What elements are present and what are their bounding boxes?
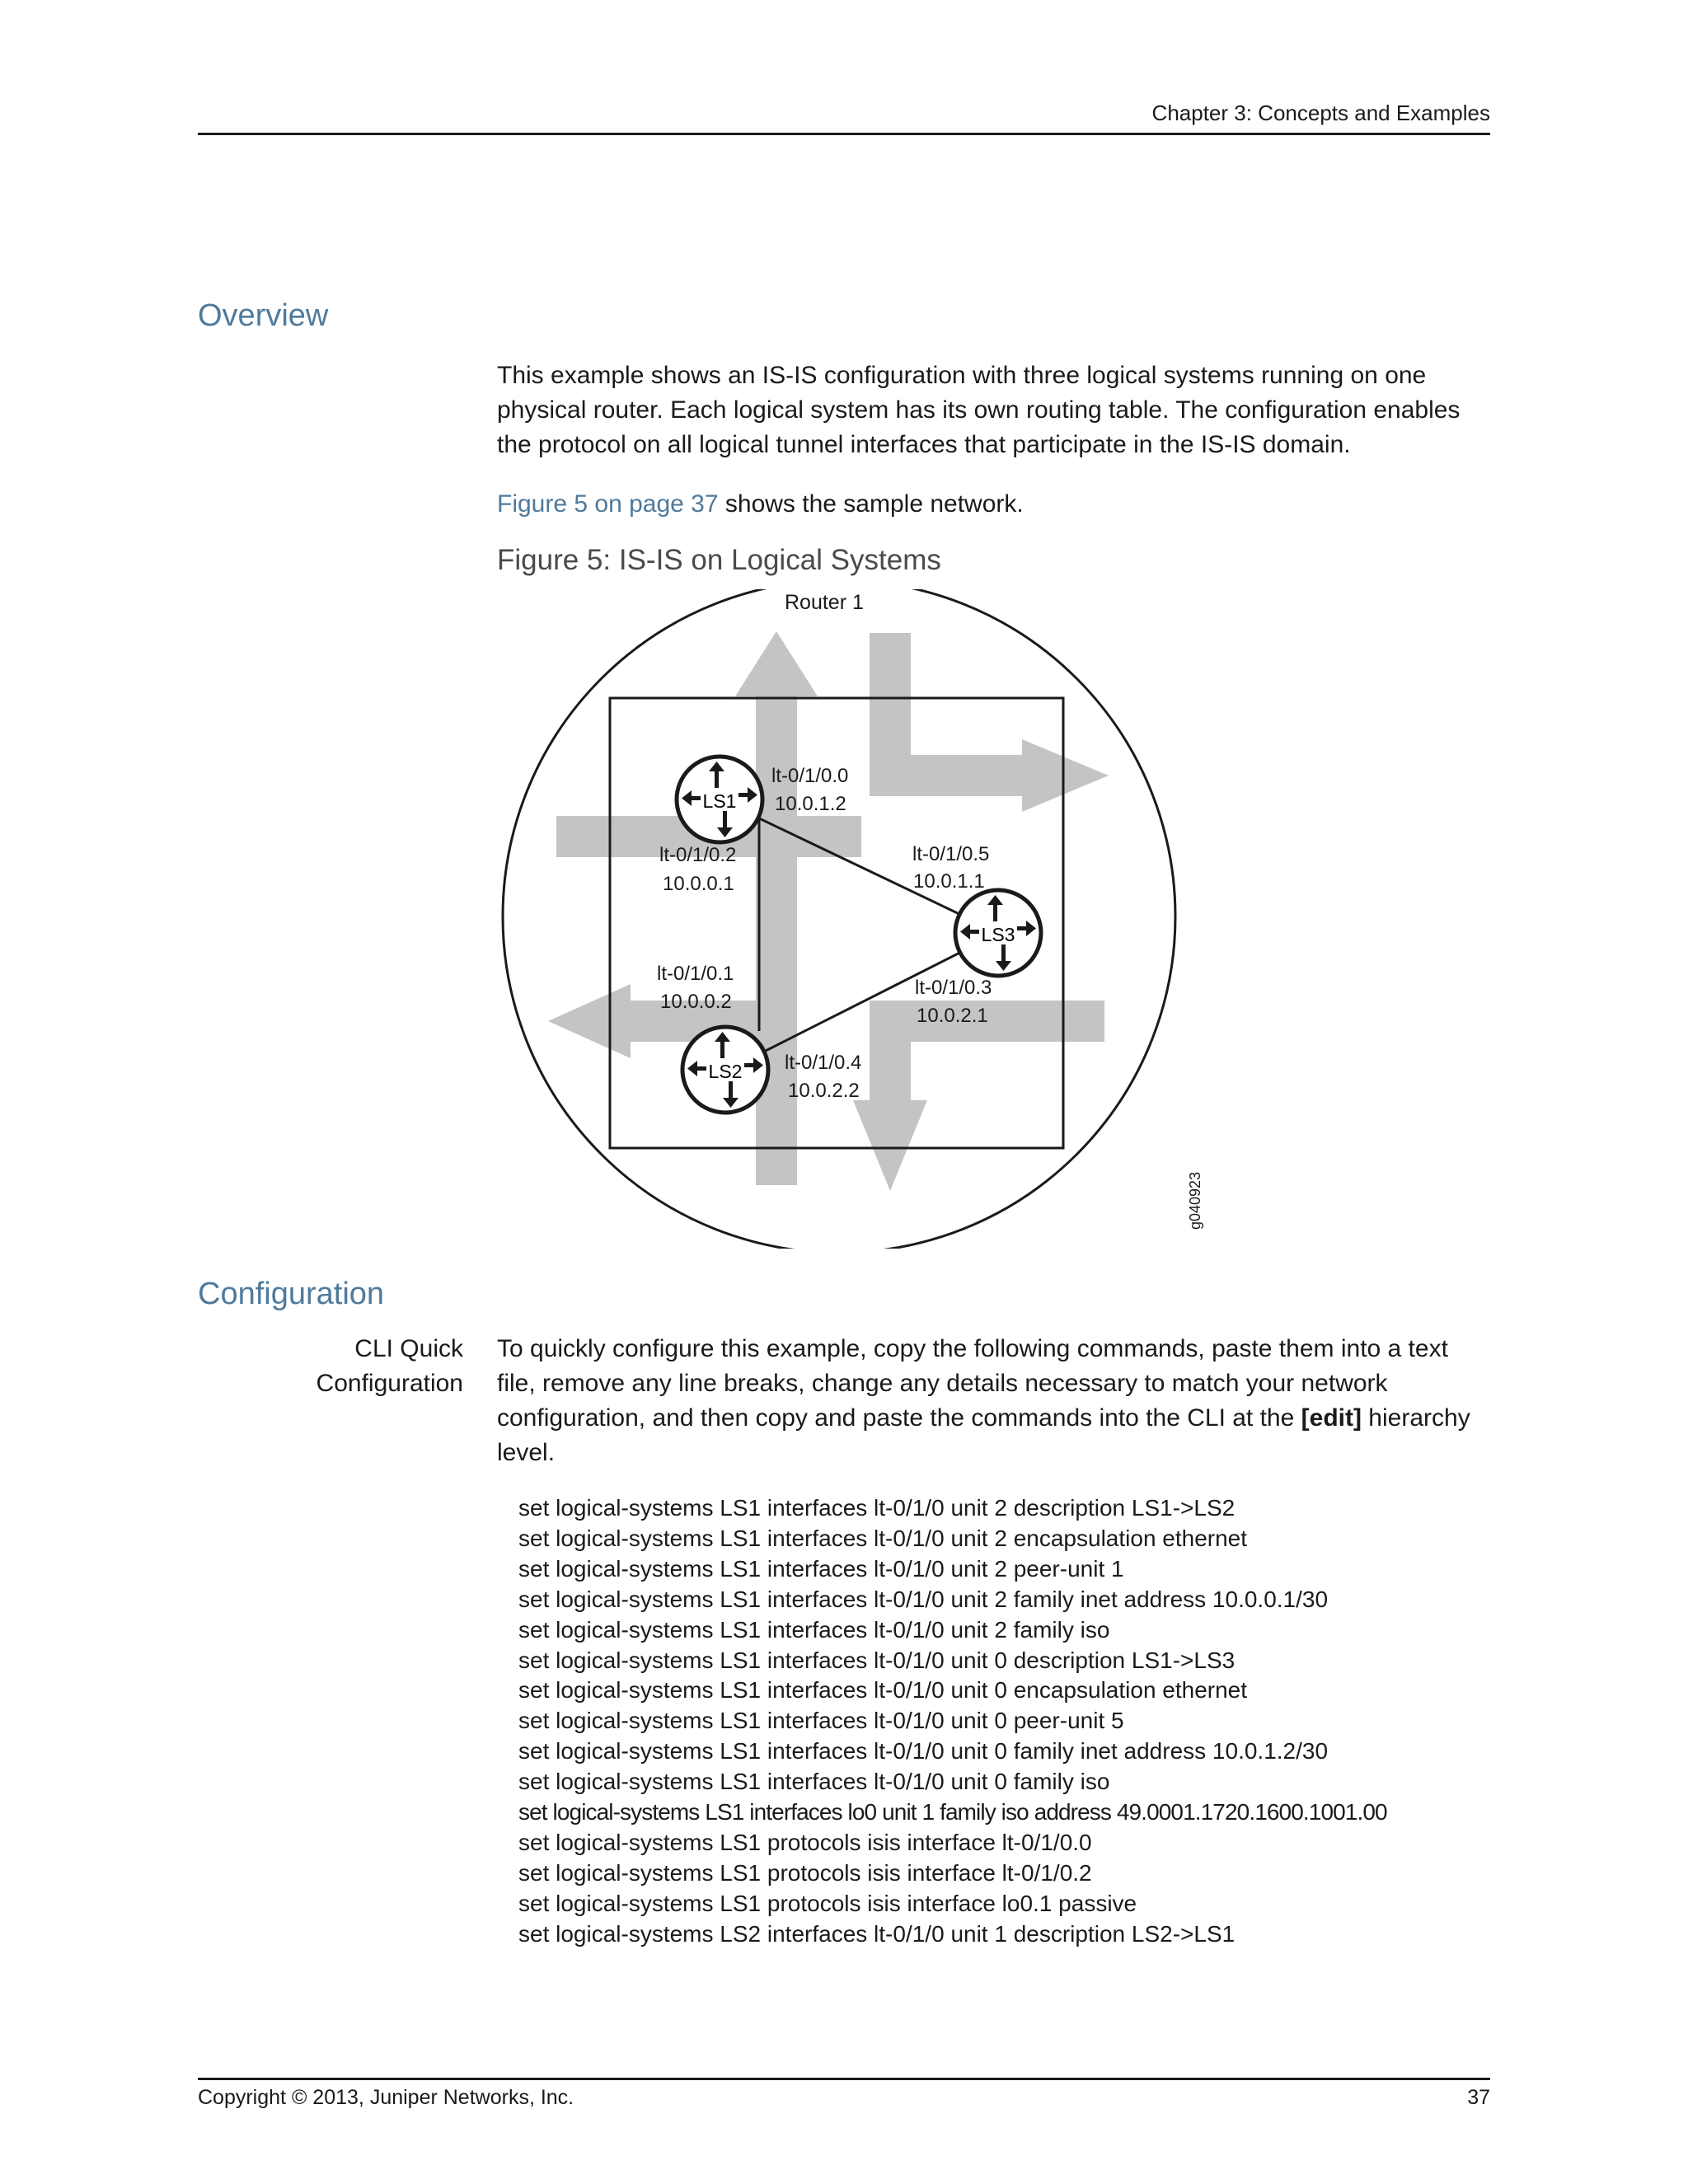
edit-keyword: [edit] xyxy=(1301,1404,1362,1432)
figure-title: Figure 5: IS-IS on Logical Systems xyxy=(497,544,941,576)
cli-command-line: set logical-systems LS1 interfaces lt-0/1/0 unit 2 family inet address 10.0.0.1/30 xyxy=(518,1586,1329,1612)
ls3-ls2-interface-name: lt-0/1/0.3 xyxy=(915,977,992,999)
cli-command-line: set logical-systems LS1 interfaces lt-0/1/0 unit 2 family iso xyxy=(518,1616,1110,1643)
cli-command-line: set logical-systems LS1 interfaces lo0 unit 1 family iso address 49.0001.1720.1600.1001.00 xyxy=(518,1799,1387,1825)
figure-reference-text: shows the sample network. xyxy=(718,490,1024,518)
ls1-ls3-interface-address: 10.0.1.2 xyxy=(775,793,846,815)
router-1-label: Router 1 xyxy=(785,591,864,614)
ls3-ls2-interface-address: 10.0.2.1 xyxy=(917,1005,988,1027)
cli-intro-text-end: hierarchy level. xyxy=(497,1404,1470,1466)
sidebar-label-line1: CLI Quick xyxy=(354,1335,463,1362)
arrow-up-head xyxy=(735,631,818,696)
isis-logical-systems-diagram xyxy=(486,589,1228,1249)
cli-command-line: set logical-systems LS1 interfaces lt-0/1/0 unit 2 peer-unit 1 xyxy=(518,1555,1124,1582)
overview-heading: Overview xyxy=(198,298,329,333)
arrow-right-head xyxy=(1022,739,1109,812)
ls2-ls1-interface-name: lt-0/1/0.1 xyxy=(657,963,734,985)
cli-intro-paragraph xyxy=(497,1332,1490,1470)
cli-command-line: set logical-systems LS1 interfaces lt-0/1/0 unit 2 encapsulation ethernet xyxy=(518,1525,1248,1551)
arrow-right-horizontal xyxy=(870,755,1022,796)
arrow-up-shaft xyxy=(756,672,797,1185)
ls3-ls1-interface-address: 10.0.1.1 xyxy=(913,870,985,893)
cli-command-line: set logical-systems LS1 protocols isis interface lo0.1 passive xyxy=(518,1890,1137,1916)
ls1-label: LS1 xyxy=(702,790,737,812)
cli-command-line: set logical-systems LS1 interfaces lt-0/1/0 unit 0 peer-unit 5 xyxy=(518,1708,1124,1734)
ls2-ls3-interface-address: 10.0.2.2 xyxy=(788,1080,860,1102)
router-ls3-icon xyxy=(955,890,1041,976)
cli-command-line: set logical-systems LS1 interfaces lt-0/1/0 unit 0 description LS1->LS3 xyxy=(518,1647,1236,1673)
router-ls1-icon xyxy=(677,757,762,842)
cli-command-line: set logical-systems LS1 protocols isis interface lt-0/1/0.2 xyxy=(518,1859,1092,1886)
cli-command-block[interactable] xyxy=(518,1493,1491,1950)
configuration-heading: Configuration xyxy=(198,1277,385,1311)
ls3-ls1-interface-name: lt-0/1/0.5 xyxy=(912,843,990,865)
ls3-label: LS3 xyxy=(981,924,1015,945)
footer-rule xyxy=(198,2078,1490,2080)
ls2-ls1-interface-address: 10.0.0.2 xyxy=(660,991,732,1013)
sidebar-label-line2: Configuration xyxy=(316,1370,463,1397)
page-number: 37 xyxy=(1467,2086,1490,2109)
cli-command-line: set logical-systems LS1 interfaces lt-0/1/0 unit 2 description LS1->LS2 xyxy=(518,1495,1236,1521)
router-boundary xyxy=(503,589,1175,1249)
ls1-ls3-interface-name: lt-0/1/0.0 xyxy=(771,765,849,787)
copyright: Copyright © 2013, Juniper Networks, Inc. xyxy=(198,2086,574,2109)
cli-intro-text: To quickly configure this example, copy the following commands, paste them into a text file, remove any line breaks, change any details necessary to match your network configuration, and then copy and paste the commands into the CLI at the xyxy=(497,1335,1448,1432)
ls1-ls2-interface-address: 10.0.0.1 xyxy=(663,873,734,895)
overview-paragraph: This example shows an IS-IS configuration with three logical systems running on one physical router. Each logical system has its own routing table. The configuration enables the protocol on all logical tunnel interfaces that participate in the IS-IS domain. xyxy=(497,362,1461,458)
cli-quick-configuration-label xyxy=(249,1332,463,1401)
figure-5-link[interactable]: Figure 5 on page 37 xyxy=(497,490,719,518)
running-header: Chapter 3: Concepts and Examples xyxy=(1151,101,1490,125)
cli-command-line: set logical-systems LS1 interfaces lt-0/1/0 unit 0 encapsulation ethernet xyxy=(518,1677,1248,1704)
header-rule xyxy=(198,133,1490,135)
ls2-label: LS2 xyxy=(708,1061,743,1082)
router-ls2-icon xyxy=(682,1027,768,1113)
cli-command-line: set logical-systems LS2 interfaces lt-0/1/0 unit 1 description LS2->LS1 xyxy=(518,1920,1236,1947)
cli-command-line: set logical-systems LS1 interfaces lt-0/1/0 unit 0 family inet address 10.0.1.2/30 xyxy=(518,1738,1329,1765)
arrow-down-head xyxy=(853,1100,927,1191)
figure-id-code: g040923 xyxy=(1187,1171,1203,1230)
ls2-ls3-interface-name: lt-0/1/0.4 xyxy=(785,1052,862,1074)
arrow-left-head xyxy=(548,984,631,1058)
ls1-ls2-interface-name: lt-0/1/0.2 xyxy=(659,844,737,866)
cli-command-line: set logical-systems LS1 protocols isis interface lt-0/1/0.0 xyxy=(518,1829,1092,1855)
cli-command-line: set logical-systems LS1 interfaces lt-0/1/0 unit 0 family iso xyxy=(518,1769,1110,1795)
figure-reference xyxy=(497,487,1490,522)
